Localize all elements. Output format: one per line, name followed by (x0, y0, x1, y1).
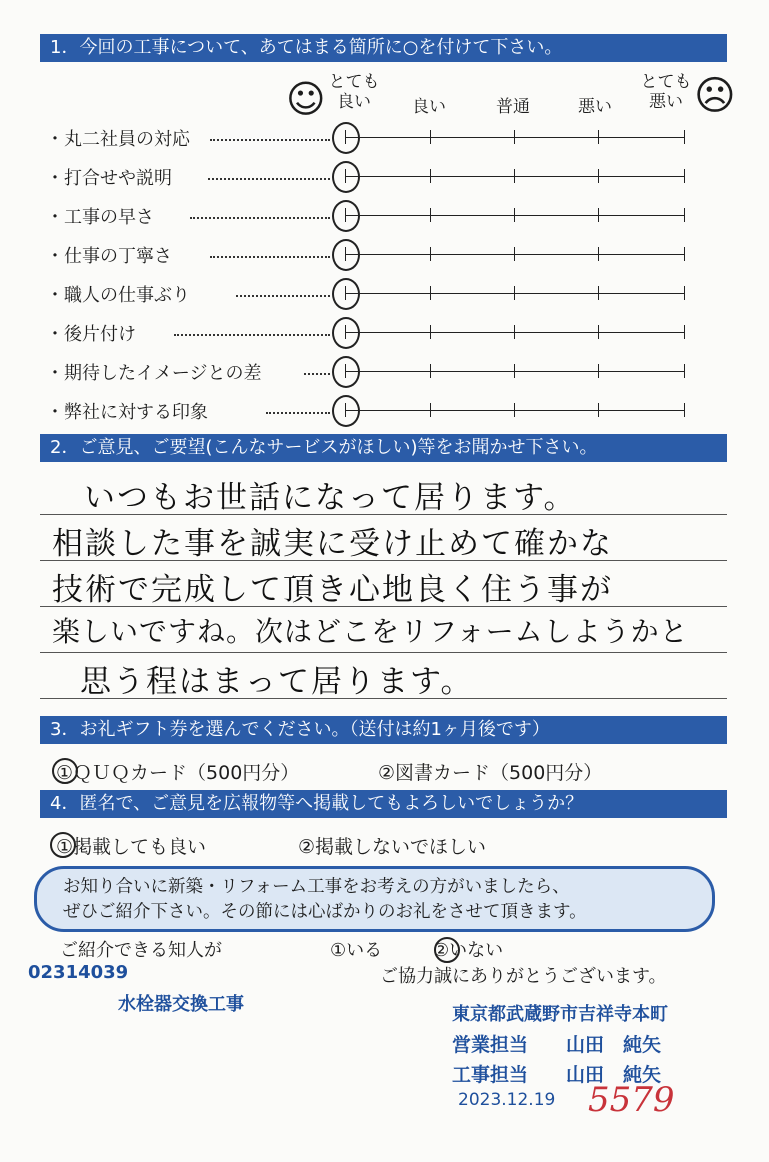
rating-label: ・職人の仕事ぶり (46, 285, 190, 306)
scale-level-1-top: とても (328, 72, 380, 92)
rating-scale-line (345, 137, 685, 138)
rating-label: ・期待したイメージとの差 (46, 363, 262, 384)
leader-dots (210, 139, 330, 141)
selected-circle-mark (332, 200, 360, 232)
selected-circle-mark (332, 278, 360, 310)
gift-option-book[interactable]: ②図書カード（500円分） (378, 762, 603, 784)
referral-label: ご紹介できる知人が (60, 940, 222, 961)
happy-face-icon: ☺ (286, 77, 326, 121)
rating-label: ・弊社に対する印象 (46, 402, 208, 423)
selected-circle-mark (332, 356, 360, 388)
comment-ruled-line (40, 652, 727, 653)
rating-scale-line (345, 254, 685, 255)
leader-dots (266, 412, 330, 414)
referral-option-yes[interactable]: ①いる (330, 940, 383, 961)
scale-tick[interactable] (598, 130, 599, 144)
scale-level-1 (324, 72, 384, 112)
scale-tick[interactable] (514, 247, 515, 261)
publish-option-no[interactable]: ②掲載しないでほしい (298, 836, 487, 858)
scale-tick[interactable] (514, 208, 515, 222)
scale-tick[interactable] (684, 130, 685, 144)
record-number: 02314039 (28, 962, 129, 983)
publish-option-ok[interactable]: ①掲載しても良い (56, 836, 207, 858)
scale-tick[interactable] (430, 325, 431, 339)
construction-label: 工事担当 (452, 1064, 529, 1086)
thanks-message: ご協力誠にありがとうございます。 (380, 966, 667, 987)
rating-label: ・丸二社員の対応 (46, 129, 190, 150)
scale-tick[interactable] (684, 247, 685, 261)
rating-label: ・打合せや説明 (46, 168, 172, 189)
scale-tick[interactable] (684, 364, 685, 378)
selected-circle-mark (332, 239, 360, 271)
scale-level-2: 良い (412, 97, 446, 117)
scale-level-3: 普通 (496, 97, 530, 117)
section4-title: 4．匿名で、ご意見を広報物等へ掲載してもよろしいでしょうか？ (40, 790, 727, 818)
selected-circle-mark (52, 758, 78, 784)
handwritten-id: 5579 (588, 1080, 675, 1120)
construction-name: 山田 純矢 (566, 1064, 662, 1086)
selected-circle-mark (434, 937, 460, 963)
scale-tick[interactable] (684, 325, 685, 339)
sales-name: 山田 純矢 (566, 1034, 662, 1056)
leader-dots (208, 178, 330, 180)
comment-line-1: いつもお世話になって居ります。 (84, 480, 577, 516)
rating-label: ・仕事の丁寧さ (46, 246, 172, 267)
scale-tick[interactable] (430, 208, 431, 222)
leader-dots (174, 334, 330, 336)
scale-tick[interactable] (598, 325, 599, 339)
scale-tick[interactable] (514, 325, 515, 339)
scale-tick[interactable] (598, 247, 599, 261)
scale-tick[interactable] (430, 403, 431, 417)
scale-tick[interactable] (598, 403, 599, 417)
leader-dots (304, 373, 330, 375)
section1-title: 1．今回の工事について、あてはまる箇所に○を付けて下さい。 (40, 34, 727, 62)
comment-line-5: 思う程はまって居ります。 (80, 664, 474, 700)
selected-circle-mark (332, 122, 360, 154)
referral-notice (34, 866, 715, 932)
scale-tick[interactable] (430, 169, 431, 183)
selected-circle-mark (332, 395, 360, 427)
notice-line-1: お知り合いに新築・リフォーム工事をお考えの方がいましたら、 (63, 877, 570, 897)
scale-tick[interactable] (430, 247, 431, 261)
sad-face-icon: ☹ (694, 73, 736, 119)
scale-level-4: 悪い (578, 97, 612, 117)
selected-circle-mark (50, 832, 76, 858)
rating-scale-line (345, 215, 685, 216)
comment-line-2: 相談した事を誠実に受け止めて確かな (52, 526, 613, 562)
scale-tick[interactable] (598, 286, 599, 300)
leader-dots (236, 295, 330, 297)
scale-tick[interactable] (684, 169, 685, 183)
rating-scale-line (345, 371, 685, 372)
scale-level-5-top: とても (640, 72, 692, 92)
rating-label: ・工事の早さ (46, 207, 154, 228)
selected-circle-mark (332, 317, 360, 349)
scale-tick[interactable] (598, 169, 599, 183)
rating-scale-line (345, 293, 685, 294)
comment-line-4: 楽しいですね。次はどこをリフォームしようかと (52, 615, 689, 648)
scale-tick[interactable] (430, 364, 431, 378)
scale-tick[interactable] (430, 130, 431, 144)
referral-option-no[interactable]: ②いない (433, 940, 504, 961)
scale-tick[interactable] (514, 130, 515, 144)
work-type: 水栓器交換工事 (118, 994, 244, 1015)
rating-label: ・後片付け (46, 324, 136, 345)
gift-option-quq[interactable]: ①ＱＵＱカード（500円分） (56, 762, 300, 784)
company-address: 東京都武蔵野市吉祥寺本町 (452, 1004, 668, 1025)
scale-level-5-bottom: 悪い (649, 92, 683, 112)
comment-line-3: 技術で完成して頂き心地良く住う事が (52, 572, 613, 608)
notice-line-2: ぜひご紹介下さい。その節には心ばかりのお礼をさせて頂きます。 (63, 902, 587, 922)
scale-tick[interactable] (514, 169, 515, 183)
scale-tick[interactable] (514, 403, 515, 417)
section3-title: 3．お礼ギフト券を選んでください。（送付は約1ヶ月後です） (40, 716, 727, 744)
scale-level-1-bottom: 良い (337, 92, 371, 112)
form-date: 2023.12.19 (458, 1090, 556, 1110)
scale-tick[interactable] (598, 208, 599, 222)
scale-level-5 (636, 72, 696, 112)
rating-scale-line (345, 176, 685, 177)
section2-title: 2．ご意見、ご要望(こんなサービスがほしい)等をお聞かせ下さい。 (40, 434, 727, 462)
selected-circle-mark (332, 161, 360, 193)
rating-scale-line (345, 410, 685, 411)
leader-dots (190, 217, 330, 219)
scale-tick[interactable] (430, 286, 431, 300)
scale-tick[interactable] (598, 364, 599, 378)
scale-tick[interactable] (514, 364, 515, 378)
leader-dots (210, 256, 330, 258)
scale-tick[interactable] (514, 286, 515, 300)
scale-tick[interactable] (684, 403, 685, 417)
scale-tick[interactable] (684, 208, 685, 222)
scale-tick[interactable] (684, 286, 685, 300)
rating-scale-line (345, 332, 685, 333)
sales-label: 営業担当 (452, 1034, 529, 1056)
